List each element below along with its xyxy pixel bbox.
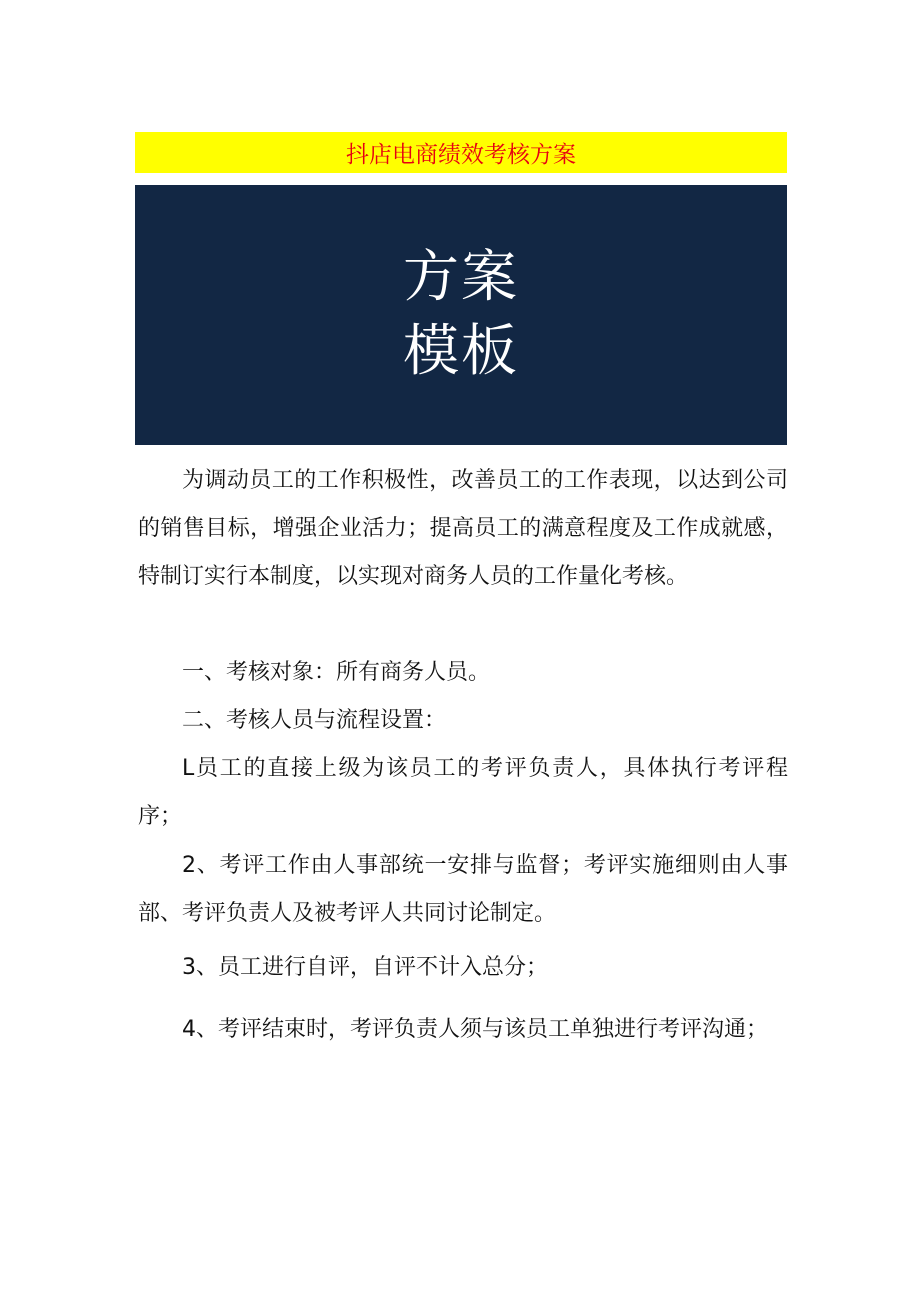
paragraph-item-1 <box>138 745 788 841</box>
paragraph-text: 2、考评工作由人事部统一安排与监督；考评实施细则由人事部、考评负责人及被考评人共同讨论制定。 <box>138 853 788 926</box>
title-banner <box>135 132 787 173</box>
cover-line-2: 模板 <box>403 319 519 384</box>
paragraph-text: 一、考核对象：所有商务人员。 <box>182 660 491 685</box>
paragraph-item-3 <box>138 944 788 992</box>
paragraph-text: 4、考评结束时，考评负责人须与该员工单独进行考评沟通； <box>182 1017 768 1042</box>
cover-block <box>135 185 787 445</box>
paragraph-text: 3、员工进行自评，自评不计入总分； <box>182 955 548 980</box>
cover-line-1: 方案 <box>403 245 519 310</box>
paragraph-text: 二、考核人员与流程设置： <box>182 708 447 733</box>
paragraph-section-1 <box>138 649 788 697</box>
paragraph-item-2 <box>138 842 788 938</box>
paragraph-item-4 <box>138 1006 788 1054</box>
paragraph-intro <box>138 457 788 601</box>
paragraph-text: L员工的直接上级为该员工的考评负责人，具体执行考评程序； <box>138 756 788 829</box>
document-title: 抖店电商绩效考核方案 <box>346 142 576 168</box>
paragraph-text: 为调动员工的工作积极性，改善员工的工作表现，以达到公司的销售目标，增强企业活力；提高员工的满意程度及工作成就感，特制订实行本制度，以实现对商务人员的工作量化考核。 <box>138 468 788 589</box>
paragraph-section-2 <box>138 697 788 745</box>
